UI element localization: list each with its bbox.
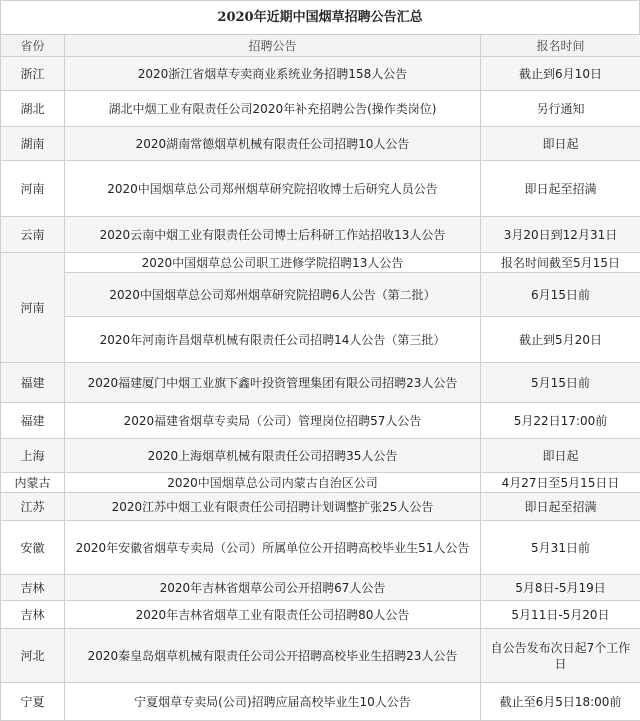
province-cell: 福建 — [1, 363, 65, 403]
table-header-row — [1, 35, 640, 57]
province-cell: 河南 — [1, 161, 65, 217]
notice-cell[interactable]: 2020年安徽省烟草专卖局（公司）所属单位公开招聘高校毕业生51人公告 — [65, 521, 481, 575]
province-cell: 浙江 — [1, 57, 65, 91]
notice-cell[interactable]: 2020中国烟草总公司郑州烟草研究院招收博士后研究人员公告 — [65, 161, 481, 217]
table-row — [1, 629, 640, 683]
time-cell: 3月20日到12月31日 — [481, 217, 640, 253]
province-cell: 福建 — [1, 403, 65, 439]
header-notice: 招聘公告 — [65, 35, 481, 57]
table-row — [1, 683, 640, 721]
table-row — [1, 601, 640, 629]
notice-cell[interactable]: 宁夏烟草专卖局(公司)招聘应届高校毕业生10人公告 — [65, 683, 481, 721]
page-title: 2020年近期中国烟草招聘公告汇总 — [0, 0, 640, 34]
table-row — [1, 363, 640, 403]
province-cell: 安徽 — [1, 521, 65, 575]
time-cell: 另行通知 — [481, 91, 640, 127]
province-cell: 吉林 — [1, 601, 65, 629]
time-cell: 6月15日前 — [481, 273, 640, 317]
time-cell: 即日起 — [481, 439, 640, 473]
table-row — [1, 91, 640, 127]
province-cell: 江苏 — [1, 493, 65, 521]
table-row — [1, 473, 640, 493]
province-cell: 湖南 — [1, 127, 65, 161]
header-province: 省份 — [1, 35, 65, 57]
notice-cell[interactable]: 2020江苏中烟工业有限责任公司招聘计划调整扩张25人公告 — [65, 493, 481, 521]
table-row — [1, 521, 640, 575]
notice-cell[interactable]: 2020年河南许昌烟草机械有限责任公司招聘14人公告（第三批） — [65, 317, 481, 363]
notice-table — [0, 34, 640, 721]
notice-cell[interactable]: 2020中国烟草总公司郑州烟草研究院招聘6人公告（第二批） — [65, 273, 481, 317]
table-row — [1, 273, 640, 317]
province-cell: 吉林 — [1, 575, 65, 601]
notice-cell[interactable]: 2020福建厦门中烟工业旗下鑫叶投资管理集团有限公司招聘23人公告 — [65, 363, 481, 403]
time-cell: 4月27日至5月15日日 — [481, 473, 640, 493]
notice-cell[interactable]: 2020浙江省烟草专卖商业系统业务招聘158人公告 — [65, 57, 481, 91]
table-row — [1, 57, 640, 91]
notice-cell[interactable]: 2020年吉林省烟草公司公开招聘67人公告 — [65, 575, 481, 601]
notice-cell[interactable]: 2020中国烟草总公司职工进修学院招聘13人公告 — [65, 253, 481, 273]
table-row — [1, 127, 640, 161]
notice-cell[interactable]: 2020年吉林省烟草工业有限责任公司招聘80人公告 — [65, 601, 481, 629]
time-cell: 即日起至招满 — [481, 161, 640, 217]
time-cell: 5月31日前 — [481, 521, 640, 575]
table-row — [1, 575, 640, 601]
notice-cell[interactable]: 湖北中烟工业有限责任公司2020年补充招聘公告(操作类岗位) — [65, 91, 481, 127]
table-row — [1, 253, 640, 273]
table-row — [1, 217, 640, 253]
time-cell: 截止到5月20日 — [481, 317, 640, 363]
province-cell: 河南 — [1, 253, 65, 363]
province-cell: 上海 — [1, 439, 65, 473]
table-row — [1, 161, 640, 217]
province-cell: 内蒙古 — [1, 473, 65, 493]
table-row — [1, 493, 640, 521]
province-cell: 河北 — [1, 629, 65, 683]
notice-cell[interactable]: 2020中国烟草总公司内蒙古自治区公司 — [65, 473, 481, 493]
time-cell: 5月22日17:00前 — [481, 403, 640, 439]
notice-cell[interactable]: 2020上海烟草机械有限责任公司招聘35人公告 — [65, 439, 481, 473]
notice-cell[interactable]: 2020湖南常德烟草机械有限责任公司招聘10人公告 — [65, 127, 481, 161]
province-cell: 宁夏 — [1, 683, 65, 721]
province-cell: 云南 — [1, 217, 65, 253]
notice-cell[interactable]: 2020云南中烟工业有限责任公司博士后科研工作站招收13人公告 — [65, 217, 481, 253]
time-cell: 自公告发布次日起7个工作日 — [481, 629, 640, 683]
header-time: 报名时间 — [481, 35, 640, 57]
time-cell: 截止至6月5日18:00前 — [481, 683, 640, 721]
time-cell: 即日起 — [481, 127, 640, 161]
table-row — [1, 439, 640, 473]
table-row — [1, 317, 640, 363]
time-cell: 5月8日-5月19日 — [481, 575, 640, 601]
notice-cell[interactable]: 2020福建省烟草专卖局（公司）管理岗位招聘57人公告 — [65, 403, 481, 439]
time-cell: 5月11日-5月20日 — [481, 601, 640, 629]
time-cell: 5月15日前 — [481, 363, 640, 403]
time-cell: 即日起至招满 — [481, 493, 640, 521]
province-cell: 湖北 — [1, 91, 65, 127]
time-cell: 报名时间截至5月15日 — [481, 253, 640, 273]
notice-cell[interactable]: 2020秦皇岛烟草机械有限责任公司公开招聘高校毕业生招聘23人公告 — [65, 629, 481, 683]
time-cell: 截止到6月10日 — [481, 57, 640, 91]
table-row — [1, 403, 640, 439]
